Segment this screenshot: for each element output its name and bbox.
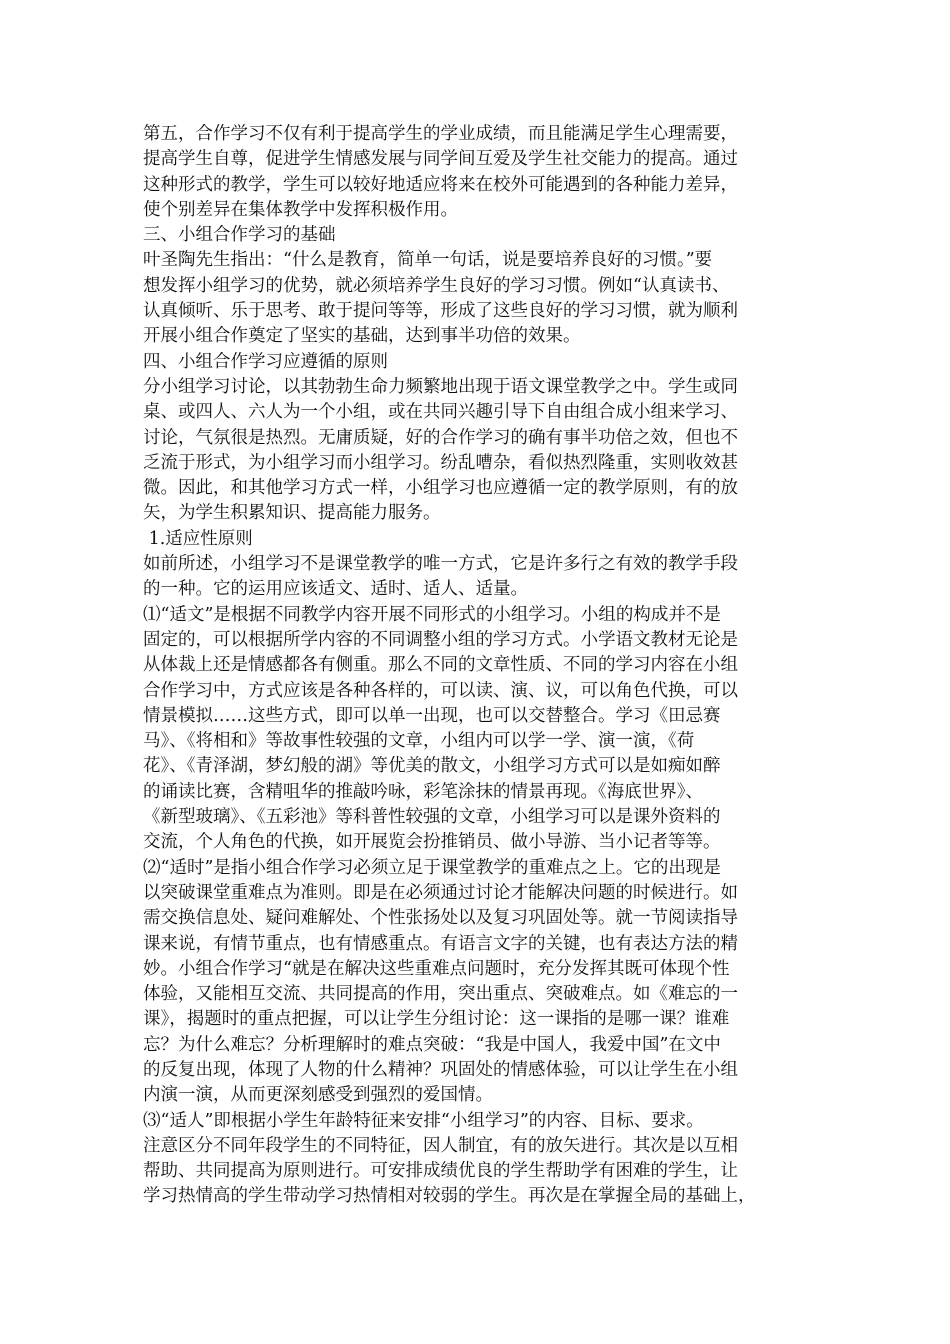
text-line: 交流，个人角色的代换，如开展览会扮推销员、做小导游、当小记者等等。 [143,832,721,853]
text-line: ⑵“适时”是指小组合作学习必须立足于课堂教学的重难点之上。它的出现是 [143,857,721,878]
text-line: 忘？为什么难忘？分析理解时的难点突破：“我是中国人，我爱中国”在文中 [143,1034,721,1055]
text-line: 讨论，气氛很是热烈。无庸质疑，好的合作学习的确有事半功倍之效，但也不 [143,427,738,448]
text-line: 这种形式的教学，学生可以较好地适应将来在校外可能遇到的各种能力差异， [143,174,738,195]
text-line: 马》、《将相和》等故事性较强的文章，小组内可以学一学、演一演，《荷 [143,731,695,752]
text-line: 使个别差异在集体教学中发挥积极作用。 [143,199,458,220]
text-line: 叶圣陶先生指出：“什么是教育，简单一句话，说是要培养良好的习惯。”要 [143,250,713,271]
text-line: 矢，为学生积累知识、提高能力服务。 [143,503,441,524]
text-line: 的一种。它的运用应该适文、适时、适人、适量。 [143,579,528,600]
text-line: 固定的，可以根据所学内容的不同调整小组的学习方式。小学语文教材无论是 [143,629,738,650]
text-line: 需交换信息处、疑问难解处、个性张扬处以及复习巩固处等。就一节阅读指导 [143,908,738,929]
text-line: 合作学习中，方式应该是各种各样的，可以读、演、议，可以角色代换，可以 [143,680,738,701]
text-line: ⑴“适文”是根据不同教学内容开展不同形式的小组学习。小组的构成并不是 [143,604,721,625]
text-line: 第五，合作学习不仅有利于提高学生的学业成绩，而且能满足学生心理需要， [143,124,738,144]
text-line: 课》，揭题时的重点把握，可以让学生分组讨论：这一课指的是哪一课？谁难 [143,1009,730,1030]
text-line: 体验，又能相互交流、共同提高的作用，突出重点、突破难点。如《难忘的一 [143,984,738,1005]
text-line: 1.适应性原则 [143,528,253,549]
text-line: 提高学生自尊，促进学生情感发展与同学间互爱及学生社交能力的提高。通过 [143,149,738,170]
text-line: ⑶“适人”即根据小学生年龄特征来安排“小组学习”的内容、目标、要求。 [143,1110,704,1131]
text-line: 微。因此，和其他学习方式一样，小组学习也应遵循一定的教学原则，有的放 [143,478,738,499]
text-line: 《新型玻璃》、《五彩池》等科普性较强的文章，小组学习可以是课外资料的 [143,807,721,828]
text-line: 情景模拟……这些方式，即可以单一出现，也可以交替整合。学习《田忌赛 [143,705,721,726]
text-line: 三、小组合作学习的基础 [143,225,336,246]
text-line: 内演一演，从而更深刻感受到强烈的爱国情。 [143,1085,493,1106]
text-line: 的反复出现，体现了人物的什么精神？巩固处的情感体验，可以让学生在小组 [143,1059,738,1080]
text-line: 妙。小组合作学习“就是在解决这些重难点问题时，充分发挥其既可体现个性 [143,958,730,979]
text-line: 从体裁上还是情感都各有侧重。那么不同的文章性质、不同的学习内容在小组 [143,655,738,676]
text-line: 注意区分不同年段学生的不同特征，因人制宜，有的放矢进行。其次是以互相 [143,1135,738,1156]
text-line: 认真倾听、乐于思考、敢于提问等等，形成了这些良好的学习习惯，就为顺利 [143,301,738,322]
text-line: 课来说，有情节重点，也有情感重点。有语言文字的关键，也有表达方法的精 [143,933,738,954]
text-line: 分小组学习讨论，以其勃勃生命力频繁地出现于语文课堂教学之中。学生或同 [143,376,738,397]
text-line: 开展小组合作奠定了坚实的基础，达到事半功倍的效果。 [143,326,581,347]
text-line: 想发挥小组学习的优势，就必须培养学生良好的学习习惯。例如“认真读书、 [143,275,730,296]
text-line: 学习热情高的学生带动学习热情相对较弱的学生。再次是在掌握全局的基础上， [143,1186,756,1207]
text-line: 如前所述，小组学习不是课堂教学的唯一方式，它是许多行之有效的教学手段 [143,554,738,575]
text-line: 花》、《青泽湖，梦幻般的湖》等优美的散文，小组学习方式可以是如痴如醉 [143,756,721,777]
text-line: 四、小组合作学习应遵循的原则 [143,351,388,372]
text-line: 帮助、共同提高为原则进行。可安排成绩优良的学生帮助学有困难的学生，让 [143,1161,738,1182]
document-body [143,122,803,1210]
text-line: 桌、或四人、六人为一个小组，或在共同兴趣引导下自由组合成小组来学习、 [143,402,738,423]
text-line: 的诵读比赛，含精咀华的推敲吟咏，彩笔涂抹的情景再现。《海底世界》、 [143,781,703,802]
text-line: 乏流于形式，为小组学习而小组学习。纷乱嘈杂，看似热烈隆重，实则收效甚 [143,452,738,473]
text-line: 以突破课堂重难点为准则。即是在必须通过讨论才能解决问题的时候进行。如 [143,882,738,903]
